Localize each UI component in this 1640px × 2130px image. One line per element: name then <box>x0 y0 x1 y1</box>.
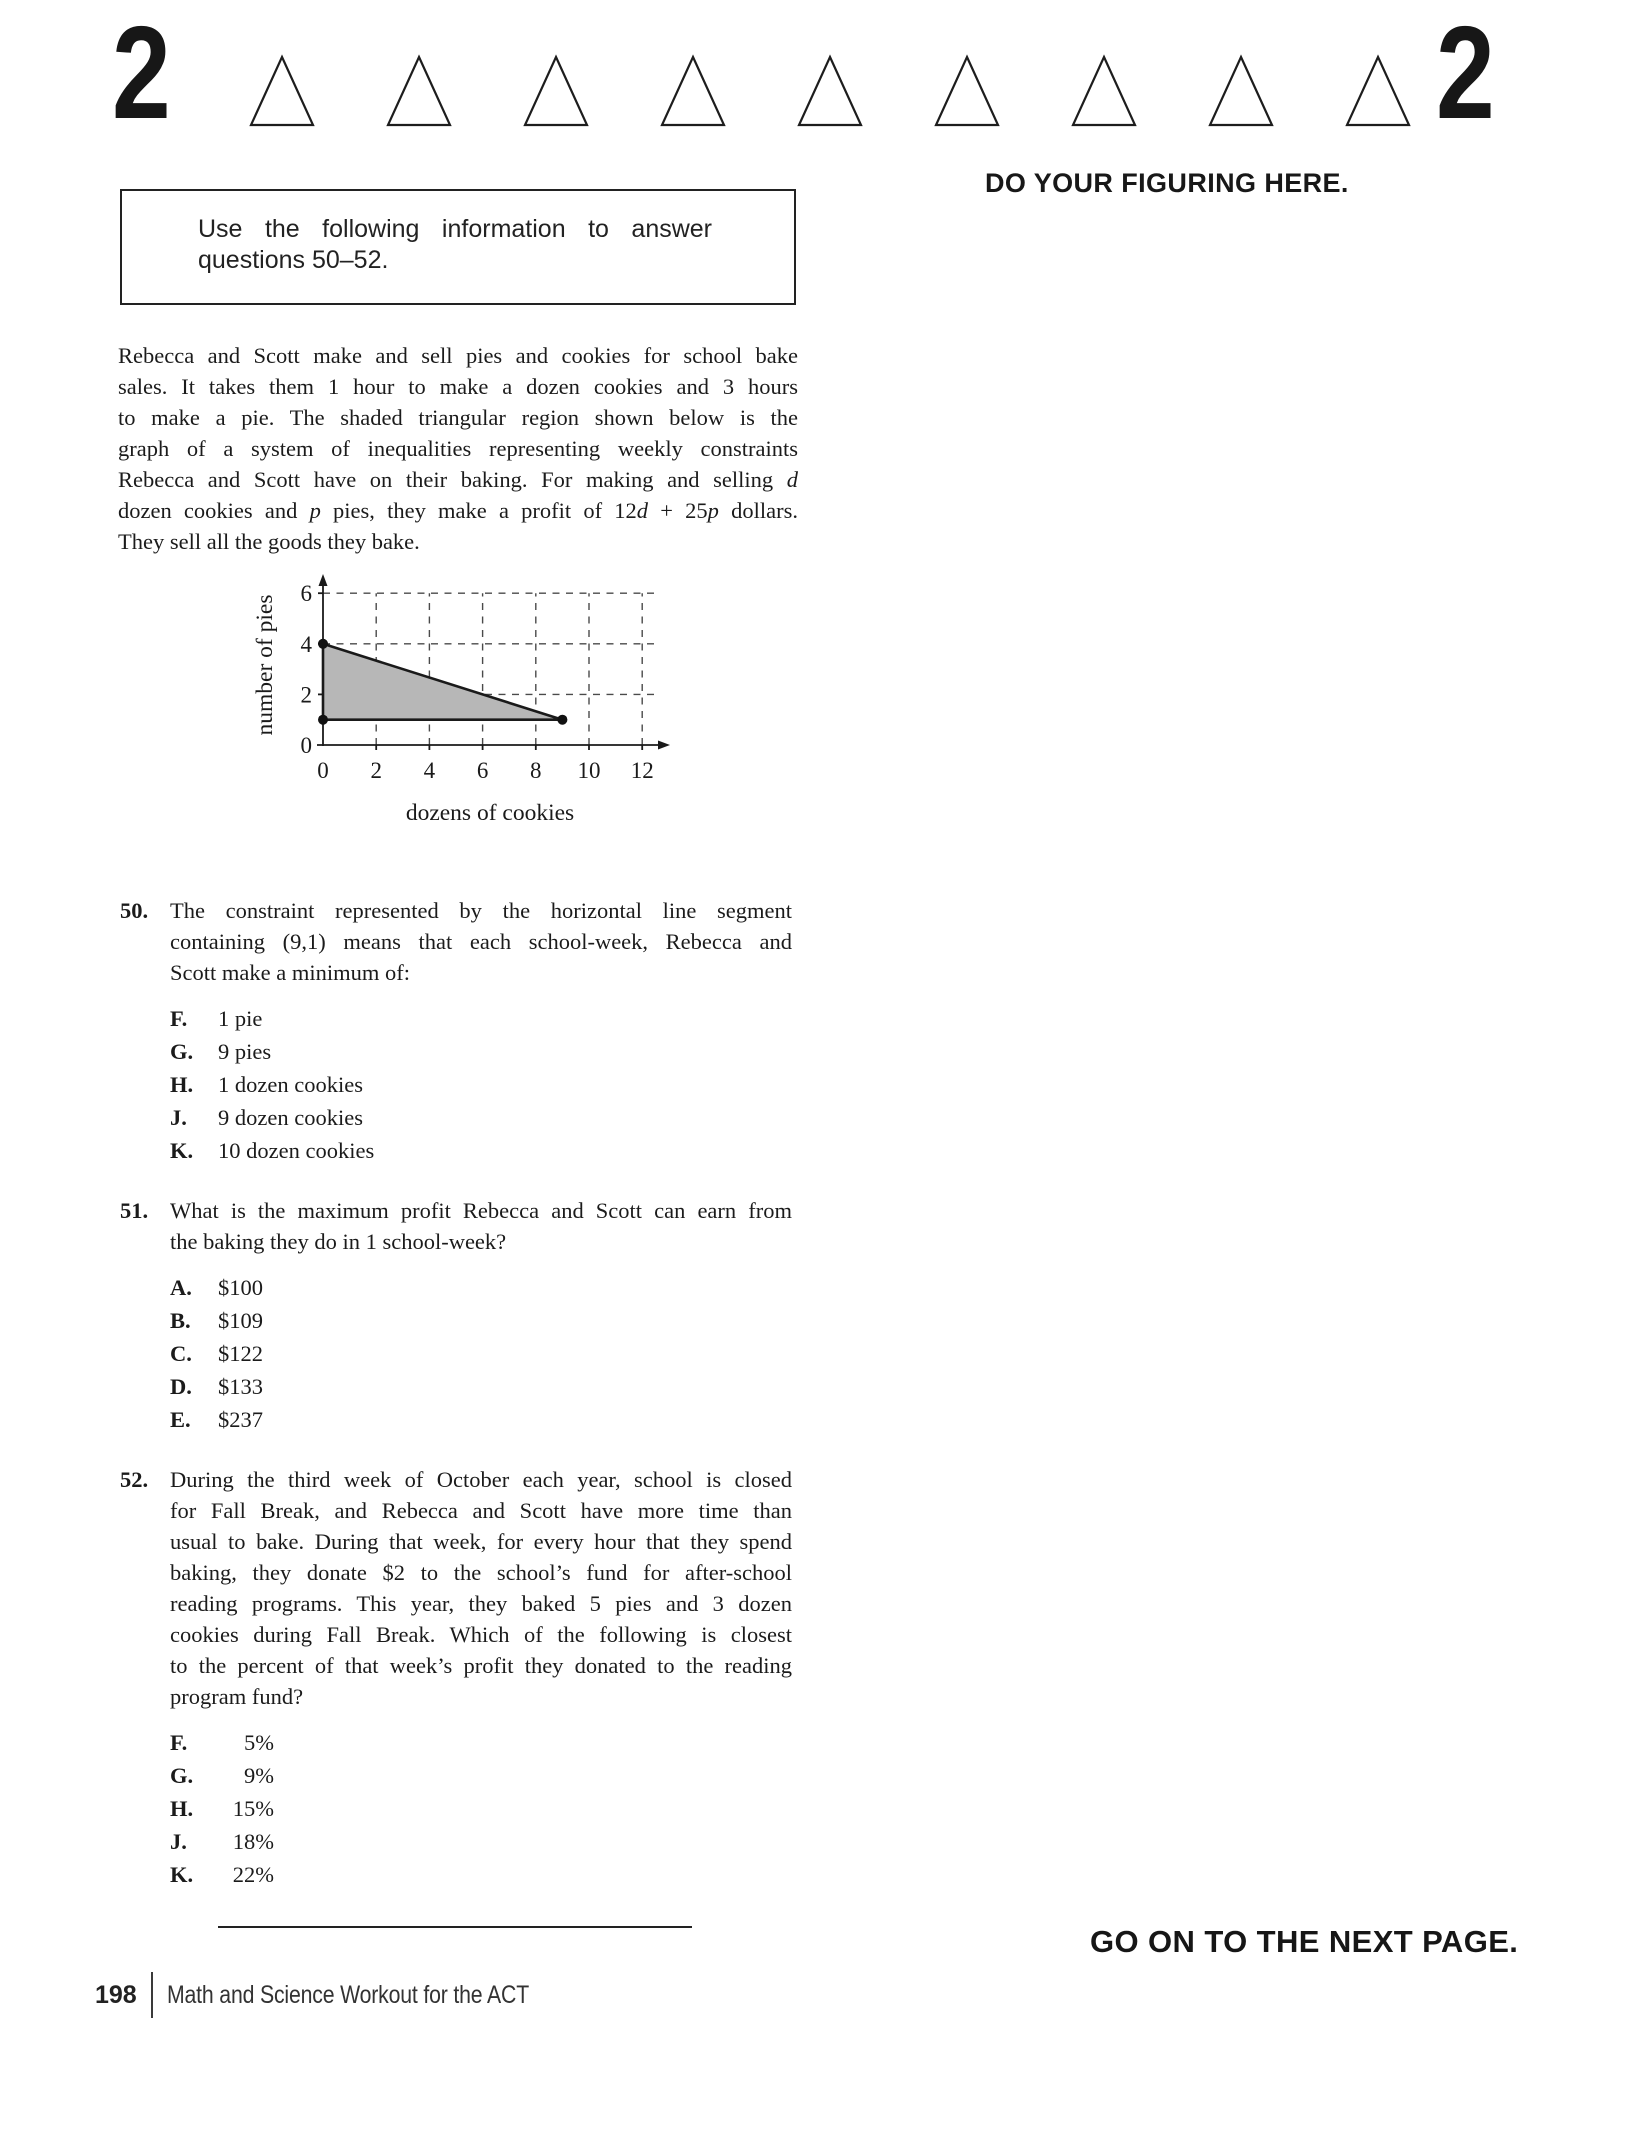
instruction-box <box>120 189 796 305</box>
question-text <box>170 1464 792 1891</box>
question-text <box>170 895 792 1167</box>
option-text: $109 <box>218 1308 263 1333</box>
page-number-left: 2 <box>112 0 171 146</box>
vertex-dot <box>318 639 328 649</box>
triangle-icon <box>385 54 453 128</box>
y-tick-label: 0 <box>300 733 312 758</box>
option-text: 1 dozen cookies <box>218 1072 363 1097</box>
option-text: 9 pies <box>218 1039 272 1064</box>
option-label: A. <box>170 1275 192 1300</box>
answer-option <box>170 1337 792 1370</box>
vertex-dot <box>557 715 567 725</box>
answer-options <box>170 1726 792 1891</box>
option-label: K. <box>170 1862 194 1887</box>
text-line: Rebecca and Scott have on their baking. For making and selling d <box>118 467 798 492</box>
page-footer <box>95 1972 593 2018</box>
option-text: 9 dozen cookies <box>218 1105 363 1130</box>
option-label: E. <box>170 1407 191 1432</box>
option-text: $133 <box>218 1374 263 1399</box>
text-line: The constraint represented by the horizontal line segment <box>170 898 792 923</box>
triangle-icon <box>933 54 1001 128</box>
text-line: containing (9,1) means that each school-week, Rebecca and <box>170 929 792 954</box>
text-line: baking, they donate $2 to the school’s fund for after-school <box>170 1560 792 1585</box>
footer-book-title: Math and Science Workout for the ACT <box>166 1980 529 2009</box>
text-line: for Fall Break, and Rebecca and Scott have more time than <box>170 1498 792 1523</box>
option-label: J. <box>170 1105 187 1130</box>
text-line: questions 50–52. <box>198 246 389 274</box>
option-label: F. <box>170 1006 188 1031</box>
answer-options <box>170 1002 792 1167</box>
option-label: D. <box>170 1374 192 1399</box>
answer-option <box>170 1035 792 1068</box>
question-number: 52. <box>120 1467 149 1492</box>
text-line: Use the following information to answer <box>198 215 712 243</box>
text-line: They sell all the goods they bake. <box>118 529 420 554</box>
answer-option <box>170 1101 792 1134</box>
constraints-graph <box>250 570 680 840</box>
text-line: usual to bake. During that week, for every hour that they spend <box>170 1529 792 1554</box>
x-tick-label: 0 <box>317 758 329 783</box>
option-label: H. <box>170 1072 194 1097</box>
option-label: B. <box>170 1308 191 1333</box>
option-text: 18% <box>232 1829 274 1854</box>
triangle-icon <box>248 54 316 128</box>
constraints-graph-svg <box>250 570 680 840</box>
y-axis-arrow <box>319 574 328 586</box>
answer-option <box>170 1726 792 1759</box>
option-text: 5% <box>244 1730 274 1755</box>
option-text: $237 <box>218 1407 263 1432</box>
text-line: sales. It takes them 1 hour to make a dozen cookies and 3 hours <box>118 374 798 399</box>
answer-option <box>170 1792 792 1825</box>
x-axis-label: dozens of cookies <box>405 800 575 826</box>
triangle-icon <box>1344 54 1412 128</box>
option-text: 10 dozen cookies <box>218 1138 375 1163</box>
answer-option <box>170 1068 792 1101</box>
option-text: 1 pie <box>218 1006 263 1031</box>
answer-option <box>170 1002 792 1035</box>
option-label: G. <box>170 1763 194 1788</box>
answer-option <box>170 1304 792 1337</box>
y-axis-label: number of pies <box>252 594 278 736</box>
option-text: 9% <box>244 1763 274 1788</box>
x-tick-label: 4 <box>423 758 436 783</box>
answer-option <box>170 1271 792 1304</box>
page-number-right: 2 <box>1436 0 1495 146</box>
x-axis-arrow <box>658 741 670 750</box>
text-line: Rebecca and Scott make and sell pies and cookies for school bake <box>118 343 798 368</box>
answer-option <box>170 1134 792 1167</box>
text-line: reading programs. This year, they baked 5 pies and 3 dozen <box>170 1591 792 1616</box>
option-text: $100 <box>218 1275 263 1300</box>
option-label: H. <box>170 1796 194 1821</box>
triangle-icon <box>796 54 864 128</box>
text-line: graph of a system of inequalities representing weekly constraints <box>118 436 798 461</box>
option-label: C. <box>170 1341 192 1366</box>
instruction-box-text <box>198 214 712 276</box>
option-text: $122 <box>218 1341 263 1366</box>
triangle-icon <box>522 54 590 128</box>
answer-option <box>170 1403 792 1436</box>
y-tick-label: 6 <box>300 581 312 607</box>
x-tick-label: 12 <box>630 758 654 783</box>
text-line: dozen cookies and p pies, they make a profit of 12d + 25p dollars. <box>118 498 798 523</box>
question-51 <box>120 1195 792 1436</box>
answer-options <box>170 1271 792 1436</box>
x-tick-label: 2 <box>370 758 382 783</box>
x-tick-label: 8 <box>530 758 542 783</box>
option-label: G. <box>170 1039 194 1064</box>
y-tick-label: 2 <box>300 682 312 708</box>
triangle-icon <box>1070 54 1138 128</box>
triangle-divider-row <box>248 54 1412 128</box>
answer-option <box>170 1825 792 1858</box>
question-number: 50. <box>120 898 149 923</box>
divider-line <box>218 1926 692 1928</box>
answer-option <box>170 1759 792 1792</box>
option-label: K. <box>170 1138 194 1163</box>
question-50 <box>120 895 792 1167</box>
option-label: F. <box>170 1730 188 1755</box>
figuring-heading: DO YOUR FIGURING HERE. <box>985 168 1349 198</box>
footer-page-number: 198 <box>95 1980 137 2009</box>
passage-text <box>118 340 798 557</box>
vertex-dot <box>318 715 328 725</box>
text-line: cookies during Fall Break. Which of the following is closest <box>170 1622 792 1647</box>
footer-divider <box>151 1972 153 2018</box>
question-text <box>170 1195 792 1436</box>
text-line: to the percent of that week’s profit they donated to the reading <box>170 1653 792 1678</box>
feasible-region <box>323 644 562 720</box>
go-on-text: GO ON TO THE NEXT PAGE. <box>1090 1924 1519 1959</box>
option-label: J. <box>170 1829 187 1854</box>
answer-option <box>170 1370 792 1403</box>
text-line: program fund? <box>170 1684 304 1709</box>
option-text: 15% <box>232 1796 274 1821</box>
text-line: the baking they do in 1 school-week? <box>170 1229 507 1254</box>
triangle-icon <box>659 54 727 128</box>
option-text: 22% <box>232 1862 274 1887</box>
question-number: 51. <box>120 1198 149 1223</box>
x-tick-label: 10 <box>577 758 601 783</box>
x-tick-label: 6 <box>476 758 489 783</box>
text-line: What is the maximum profit Rebecca and Scott can earn from <box>170 1198 792 1223</box>
text-line: Scott make a minimum of: <box>170 960 410 985</box>
y-tick-label: 4 <box>300 631 312 657</box>
text-line: to make a pie. The shaded triangular region shown below is the <box>118 405 798 430</box>
text-line: During the third week of October each year, school is closed <box>170 1467 792 1492</box>
answer-option <box>170 1858 792 1891</box>
triangle-icon <box>1207 54 1275 128</box>
question-52 <box>120 1464 792 1891</box>
